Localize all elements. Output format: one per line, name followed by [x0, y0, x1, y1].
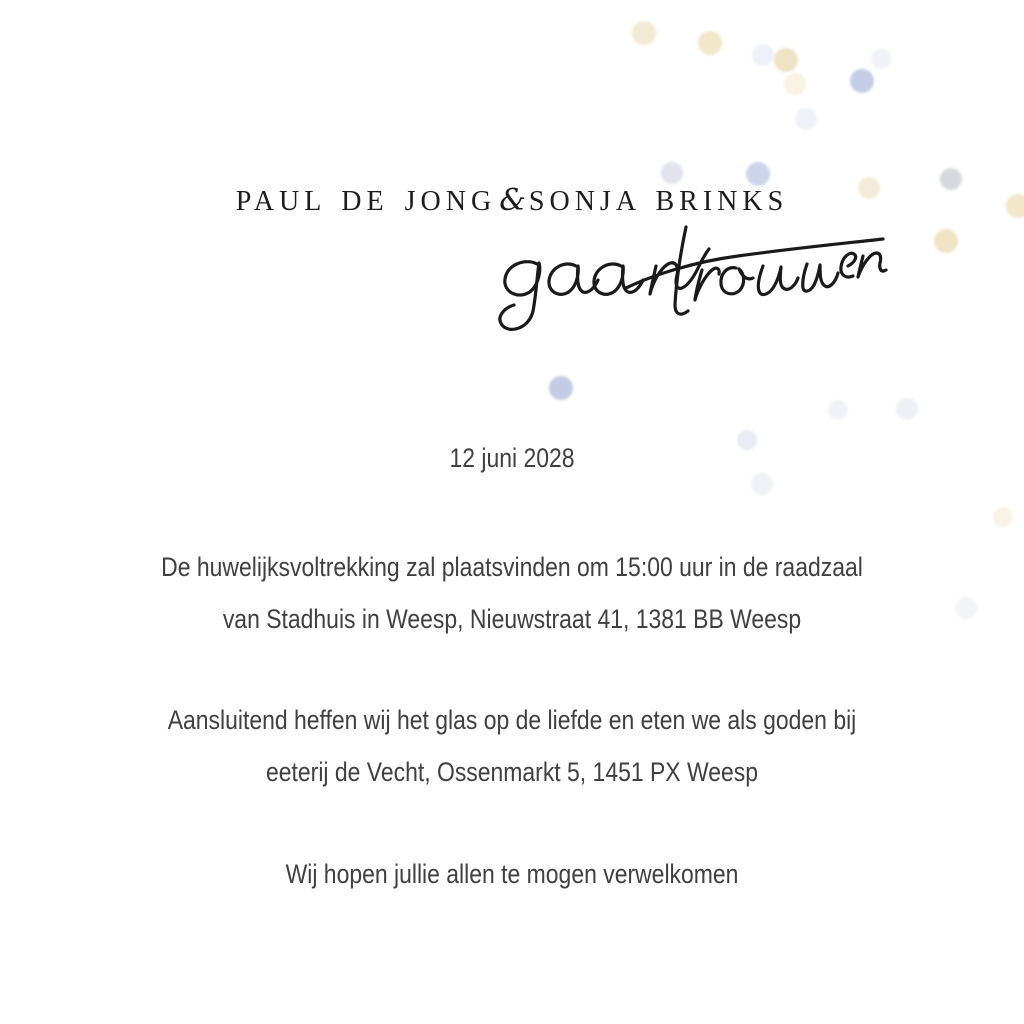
confetti-dot	[549, 376, 573, 400]
confetti-dot	[784, 73, 806, 95]
confetti-dot	[746, 162, 770, 186]
ampersand: &	[499, 183, 526, 218]
ceremony-paragraph	[77, 541, 947, 645]
reception-line-2: eeterij de Vecht, Ossenmarkt 5, 1451 PX Weesp	[266, 757, 758, 787]
confetti-dot	[955, 597, 977, 619]
ceremony-line-1: De huwelijksvoltrekking zal plaatsvinden om 15:00 uur in de raadzaal	[161, 552, 863, 582]
wedding-date: 12 juni 2028	[449, 443, 575, 473]
confetti-dot	[896, 398, 918, 420]
closing-paragraph	[77, 848, 947, 900]
confetti-dot	[993, 507, 1013, 527]
confetti-dot	[828, 400, 848, 420]
confetti-dot	[698, 31, 722, 55]
handwritten-gaan-trouwen-drawing	[493, 212, 895, 342]
reception-line-1: Aansluitend heffen wij het glas op de liefde en eten we als goden bij	[167, 705, 857, 735]
script-tagline	[493, 212, 895, 342]
bride-name: SONJA BRINKS	[528, 186, 789, 217]
confetti-dot	[850, 69, 874, 93]
groom-name: PAUL DE JONG	[235, 186, 497, 217]
confetti-dot	[934, 229, 958, 253]
confetti-dot	[752, 44, 774, 66]
closing-line-1: Wij hopen jullie allen te mogen verwelkomen	[285, 859, 739, 889]
reception-paragraph	[77, 694, 947, 798]
confetti-dot	[871, 49, 891, 69]
ceremony-line-2: van Stadhuis in Weesp, Nieuwstraat 41, 1381 BB Weesp	[222, 604, 802, 634]
confetti-dot	[632, 21, 656, 45]
confetti-dot	[795, 108, 817, 130]
confetti-dot	[661, 162, 683, 184]
confetti-dot	[774, 48, 798, 72]
